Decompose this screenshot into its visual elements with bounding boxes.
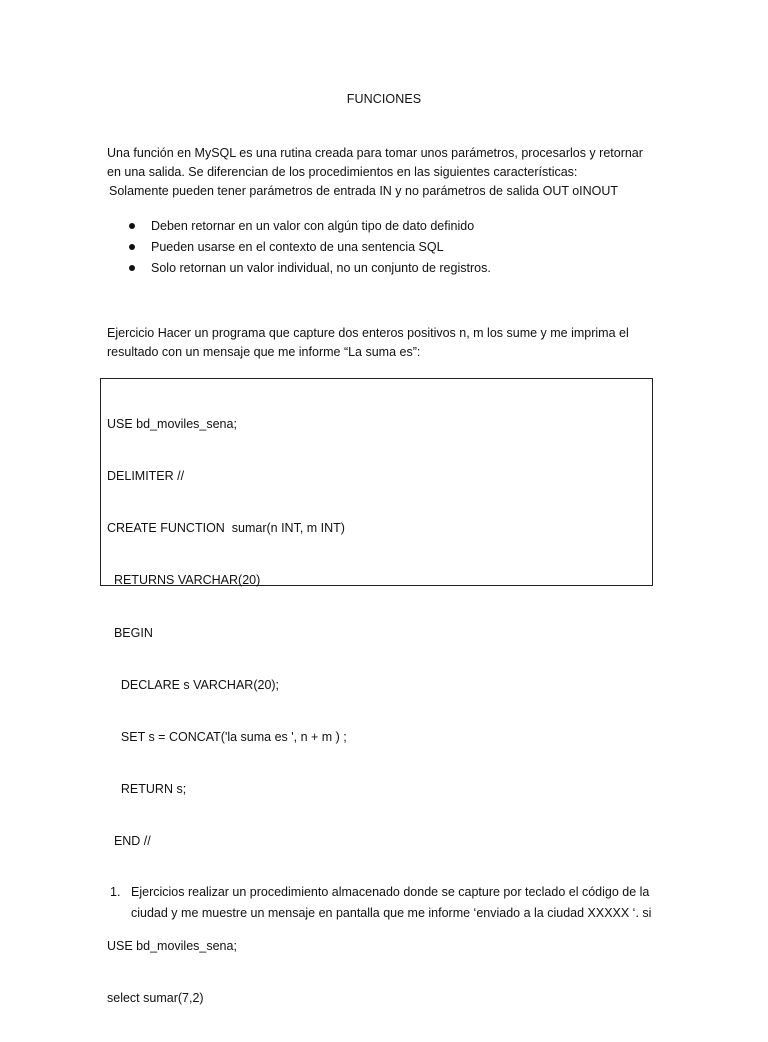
code-line: DELIMITER // bbox=[107, 469, 185, 484]
intro-paragraph bbox=[107, 144, 667, 201]
page-title: FUNCIONES bbox=[346, 92, 422, 106]
code-line: USE bd_moviles_sena; bbox=[107, 416, 237, 431]
bullet-icon bbox=[129, 265, 135, 271]
list-item-text: Pueden usarse en el contexto de una sentencia SQL bbox=[151, 240, 444, 254]
list-item bbox=[129, 216, 491, 237]
list-item-text: Deben retornar en un valor con algún tipo de dato definido bbox=[151, 219, 475, 233]
code-line: DECLARE s VARCHAR(20); bbox=[107, 677, 280, 692]
code-line: BEGIN bbox=[107, 625, 153, 640]
numbered-item-line-1: Ejercicios realizar un procedimiento almacenado donde se capture por teclado el código de la bbox=[131, 885, 650, 899]
characteristics-list bbox=[129, 216, 491, 279]
list-item bbox=[129, 237, 491, 258]
code-line: RETURN s; bbox=[107, 782, 187, 797]
numbered-item-text bbox=[131, 882, 670, 924]
exercise-line-2: resultado con un mensaje que me informe “La suma es”: bbox=[107, 345, 421, 359]
numbered-exercise bbox=[110, 882, 670, 924]
list-item-text: Solo retornan un valor individual, no un conjunto de registros. bbox=[151, 261, 491, 275]
bullet-icon bbox=[129, 244, 135, 250]
numbered-item-line-2: ciudad y me muestre un mensaje en pantalla que me informe ‘enviado a la ciudad XXXXX ‘. si bbox=[131, 906, 652, 920]
exercise-paragraph bbox=[107, 324, 667, 362]
intro-line-1: Una función en MySQL es una rutina creada para tomar unos parámetros, procesarlos y retornar bbox=[107, 146, 643, 160]
intro-line-2: en una salida. Se diferencian de los procedimientos en las siguientes características: bbox=[107, 165, 578, 179]
exercise-line-1: Ejercicio Hacer un programa que capture dos enteros positivos n, m los sume y me imprima el bbox=[107, 326, 629, 340]
code-line: CREATE FUNCTION sumar(n INT, m INT) bbox=[107, 521, 345, 536]
code-line: SET s = CONCAT('la suma es ', n + m ) ; bbox=[107, 730, 347, 745]
bullet-icon bbox=[129, 223, 135, 229]
code-line: RETURNS VARCHAR(20) bbox=[107, 573, 261, 588]
list-item bbox=[129, 258, 491, 279]
code-line: END // bbox=[107, 834, 151, 849]
intro-line-3: Solamente pueden tener parámetros de entrada IN y no parámetros de salida OUT oINOUT bbox=[109, 184, 619, 198]
code-line: USE bd_moviles_sena; bbox=[107, 938, 237, 953]
code-line: select sumar(7,2) bbox=[107, 991, 204, 1006]
item-number: 1. bbox=[110, 885, 121, 899]
